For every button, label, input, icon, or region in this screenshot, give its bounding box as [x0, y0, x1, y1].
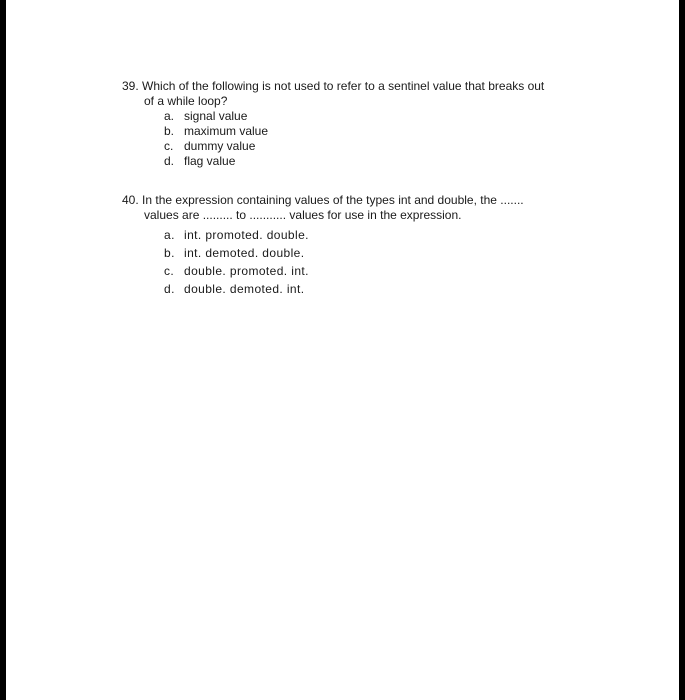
option-d [164, 154, 602, 169]
question-number: 40. [122, 193, 139, 207]
answer-options [122, 109, 602, 169]
option-letter: c. [164, 264, 175, 278]
option-b [164, 124, 602, 139]
option-text: double. demoted. int. [184, 282, 305, 296]
option-text: double. promoted. int. [184, 264, 309, 278]
option-letter: b. [164, 246, 175, 260]
option-text: flag value [184, 154, 236, 168]
option-d [164, 280, 602, 298]
question-text: Which of the following is not used to refer to a sentinel value that breaks out [142, 79, 545, 93]
option-text: int. demoted. double. [184, 246, 305, 260]
question-text-continued: values are ......... to ........... values for use in the expression. [144, 208, 462, 222]
question-40 [122, 193, 602, 298]
option-c [164, 262, 602, 280]
option-text: int. promoted. double. [184, 228, 309, 242]
option-b [164, 244, 602, 262]
option-text: signal value [184, 109, 248, 123]
document-page [6, 0, 679, 700]
question-stem [122, 79, 602, 94]
option-letter: b. [164, 124, 175, 138]
option-text: maximum value [184, 124, 269, 138]
question-39 [122, 79, 602, 169]
question-stem [122, 193, 602, 208]
option-letter: a. [164, 228, 175, 242]
option-letter: d. [164, 282, 175, 296]
question-text: In the expression containing values of the types int and double, the ....... [142, 193, 524, 207]
question-text-continued: of a while loop? [144, 94, 228, 108]
answer-options [122, 226, 602, 298]
option-a [164, 109, 602, 124]
question-number: 39. [122, 79, 139, 93]
option-text: dummy value [184, 139, 256, 153]
option-c [164, 139, 602, 154]
option-letter: a. [164, 109, 175, 123]
option-letter: c. [164, 139, 174, 153]
option-letter: d. [164, 154, 175, 168]
option-a [164, 226, 602, 244]
